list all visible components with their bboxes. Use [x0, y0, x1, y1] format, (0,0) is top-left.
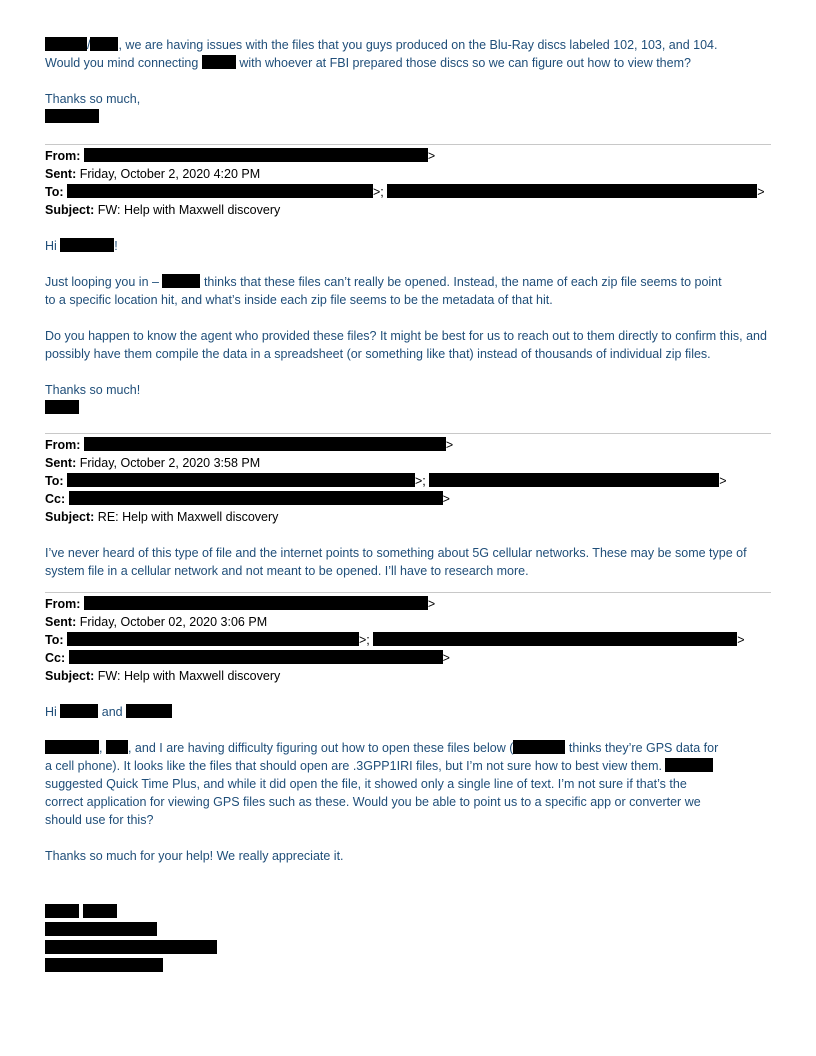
body-text: Would you mind connecting [45, 56, 199, 70]
sent-value: Friday, October 2, 2020 4:20 PM [79, 167, 261, 181]
paragraph: I’ve never heard of this type of file and the internet points to something about 5G cellular networks. These may be some type of system file in a cellular network and not meant to be opened. I’ll have to research more. [45, 546, 747, 578]
redaction [45, 940, 217, 954]
redaction [45, 958, 163, 972]
sent-label: Sent: [45, 167, 77, 181]
email-header-3: From: > Sent: Friday, October 02, 2020 3:06 PM To: >; > Cc: > Subject: FW: Help with Maxwell discovery [45, 597, 745, 683]
message-2: Hi ! Just looping you in – thinks that these files can’t really be opened. Instead, the name of each zip file seems to point to a specific location hit, and what’s inside each zip file seems to be the metadata of that hit. Do you happen to know the agent who provided these files? It might be best for us to reach out to them directly to confirm this, and possibly have them compile the data in a spreadsheet (or something like that) instead of thousands of individual zip files. Thanks so much! [45, 237, 771, 417]
subject-value: FW: Help with Maxwell discovery [97, 669, 281, 683]
cc-label: Cc: [45, 651, 66, 665]
from-label: From: [45, 597, 81, 611]
redaction [665, 758, 713, 772]
message-3 [45, 544, 771, 580]
redaction [67, 632, 359, 646]
redaction [45, 740, 99, 754]
subject-label: Subject: [45, 203, 95, 217]
paragraph: Do you happen to know the agent who provided these files? It might be best for us to reach out to them directly to confirm this, and possibly have them compile the data in a spreadsheet (or something like that) instead of thousands of individual zip files. [45, 329, 767, 361]
subject-value: RE: Help with Maxwell discovery [97, 510, 279, 524]
redaction [83, 904, 117, 918]
to-label: To: [45, 474, 64, 488]
redaction [67, 184, 373, 198]
redaction [202, 55, 236, 69]
subject-label: Subject: [45, 510, 95, 524]
signature-redaction [45, 400, 79, 414]
body-text: , we are having issues with the files that you guys produced on the Blu-Ray discs labeled 102, 103, and 104. [118, 38, 718, 52]
message-1: / , we are having issues with the files that you guys produced on the Blu-Ray discs labeled 102, 103, and 104. Would you mind connecting with whoever at FBI prepared those discs so we can figure out how to view them? Thanks so much, [45, 36, 771, 126]
signature-block [45, 903, 771, 975]
email-header-2: From: > Sent: Friday, October 2, 2020 3:58 PM To: >; > Cc: > Subject: RE: Help with Maxwell discovery [45, 438, 727, 524]
to-label: To: [45, 185, 64, 199]
redaction [45, 37, 87, 51]
divider [45, 433, 771, 434]
message-4: Hi and , , and I are having difficulty figuring out how to open these files below ( thinks they’re GPS data for a cell phone). It looks like the files that should open are .3GPP1IRI files, but I’m not sure how to best view them. suggested Quick Time Plus, and while it did open the file, it showed only a single line of text. I’m not sure if that’s the correct application for viewing GPS files such as these. Would you be able to point us to a specific app or converter we should use for this? Thanks so much for your help! We really appreciate it. [45, 703, 771, 865]
redaction [45, 904, 79, 918]
redaction [106, 740, 128, 754]
redaction [45, 922, 157, 936]
sent-value: Friday, October 02, 2020 3:06 PM [79, 615, 268, 629]
redaction [67, 473, 415, 487]
redaction [373, 632, 737, 646]
redaction [513, 740, 565, 754]
cc-label: Cc: [45, 492, 66, 506]
closing: Thanks so much for your help! We really appreciate it. [45, 849, 344, 863]
to-label: To: [45, 633, 64, 647]
redaction [60, 704, 98, 718]
redaction [69, 650, 443, 664]
from-label: From: [45, 438, 81, 452]
redaction [60, 238, 114, 252]
sent-label: Sent: [45, 615, 77, 629]
redaction [90, 37, 118, 51]
subject-value: FW: Help with Maxwell discovery [97, 203, 281, 217]
closing: Thanks so much! [45, 383, 141, 397]
email-thread [45, 36, 771, 975]
body-text: with whoever at FBI prepared those discs so we can figure out how to view them? [239, 56, 691, 70]
redaction [429, 473, 719, 487]
divider [45, 592, 771, 593]
from-label: From: [45, 149, 81, 163]
redaction [84, 148, 428, 162]
divider [45, 144, 771, 145]
sent-label: Sent: [45, 456, 77, 470]
redaction [69, 491, 443, 505]
subject-label: Subject: [45, 669, 95, 683]
redaction [387, 184, 757, 198]
redaction [84, 596, 428, 610]
redaction [162, 274, 200, 288]
sent-value: Friday, October 2, 2020 3:58 PM [79, 456, 261, 470]
email-header-1: From: > Sent: Friday, October 2, 2020 4:20 PM To: >; > Subject: FW: Help with Maxwell discovery [45, 149, 765, 217]
redaction [84, 437, 446, 451]
closing: Thanks so much, [45, 92, 141, 106]
redaction [126, 704, 172, 718]
signature-redaction [45, 109, 99, 123]
